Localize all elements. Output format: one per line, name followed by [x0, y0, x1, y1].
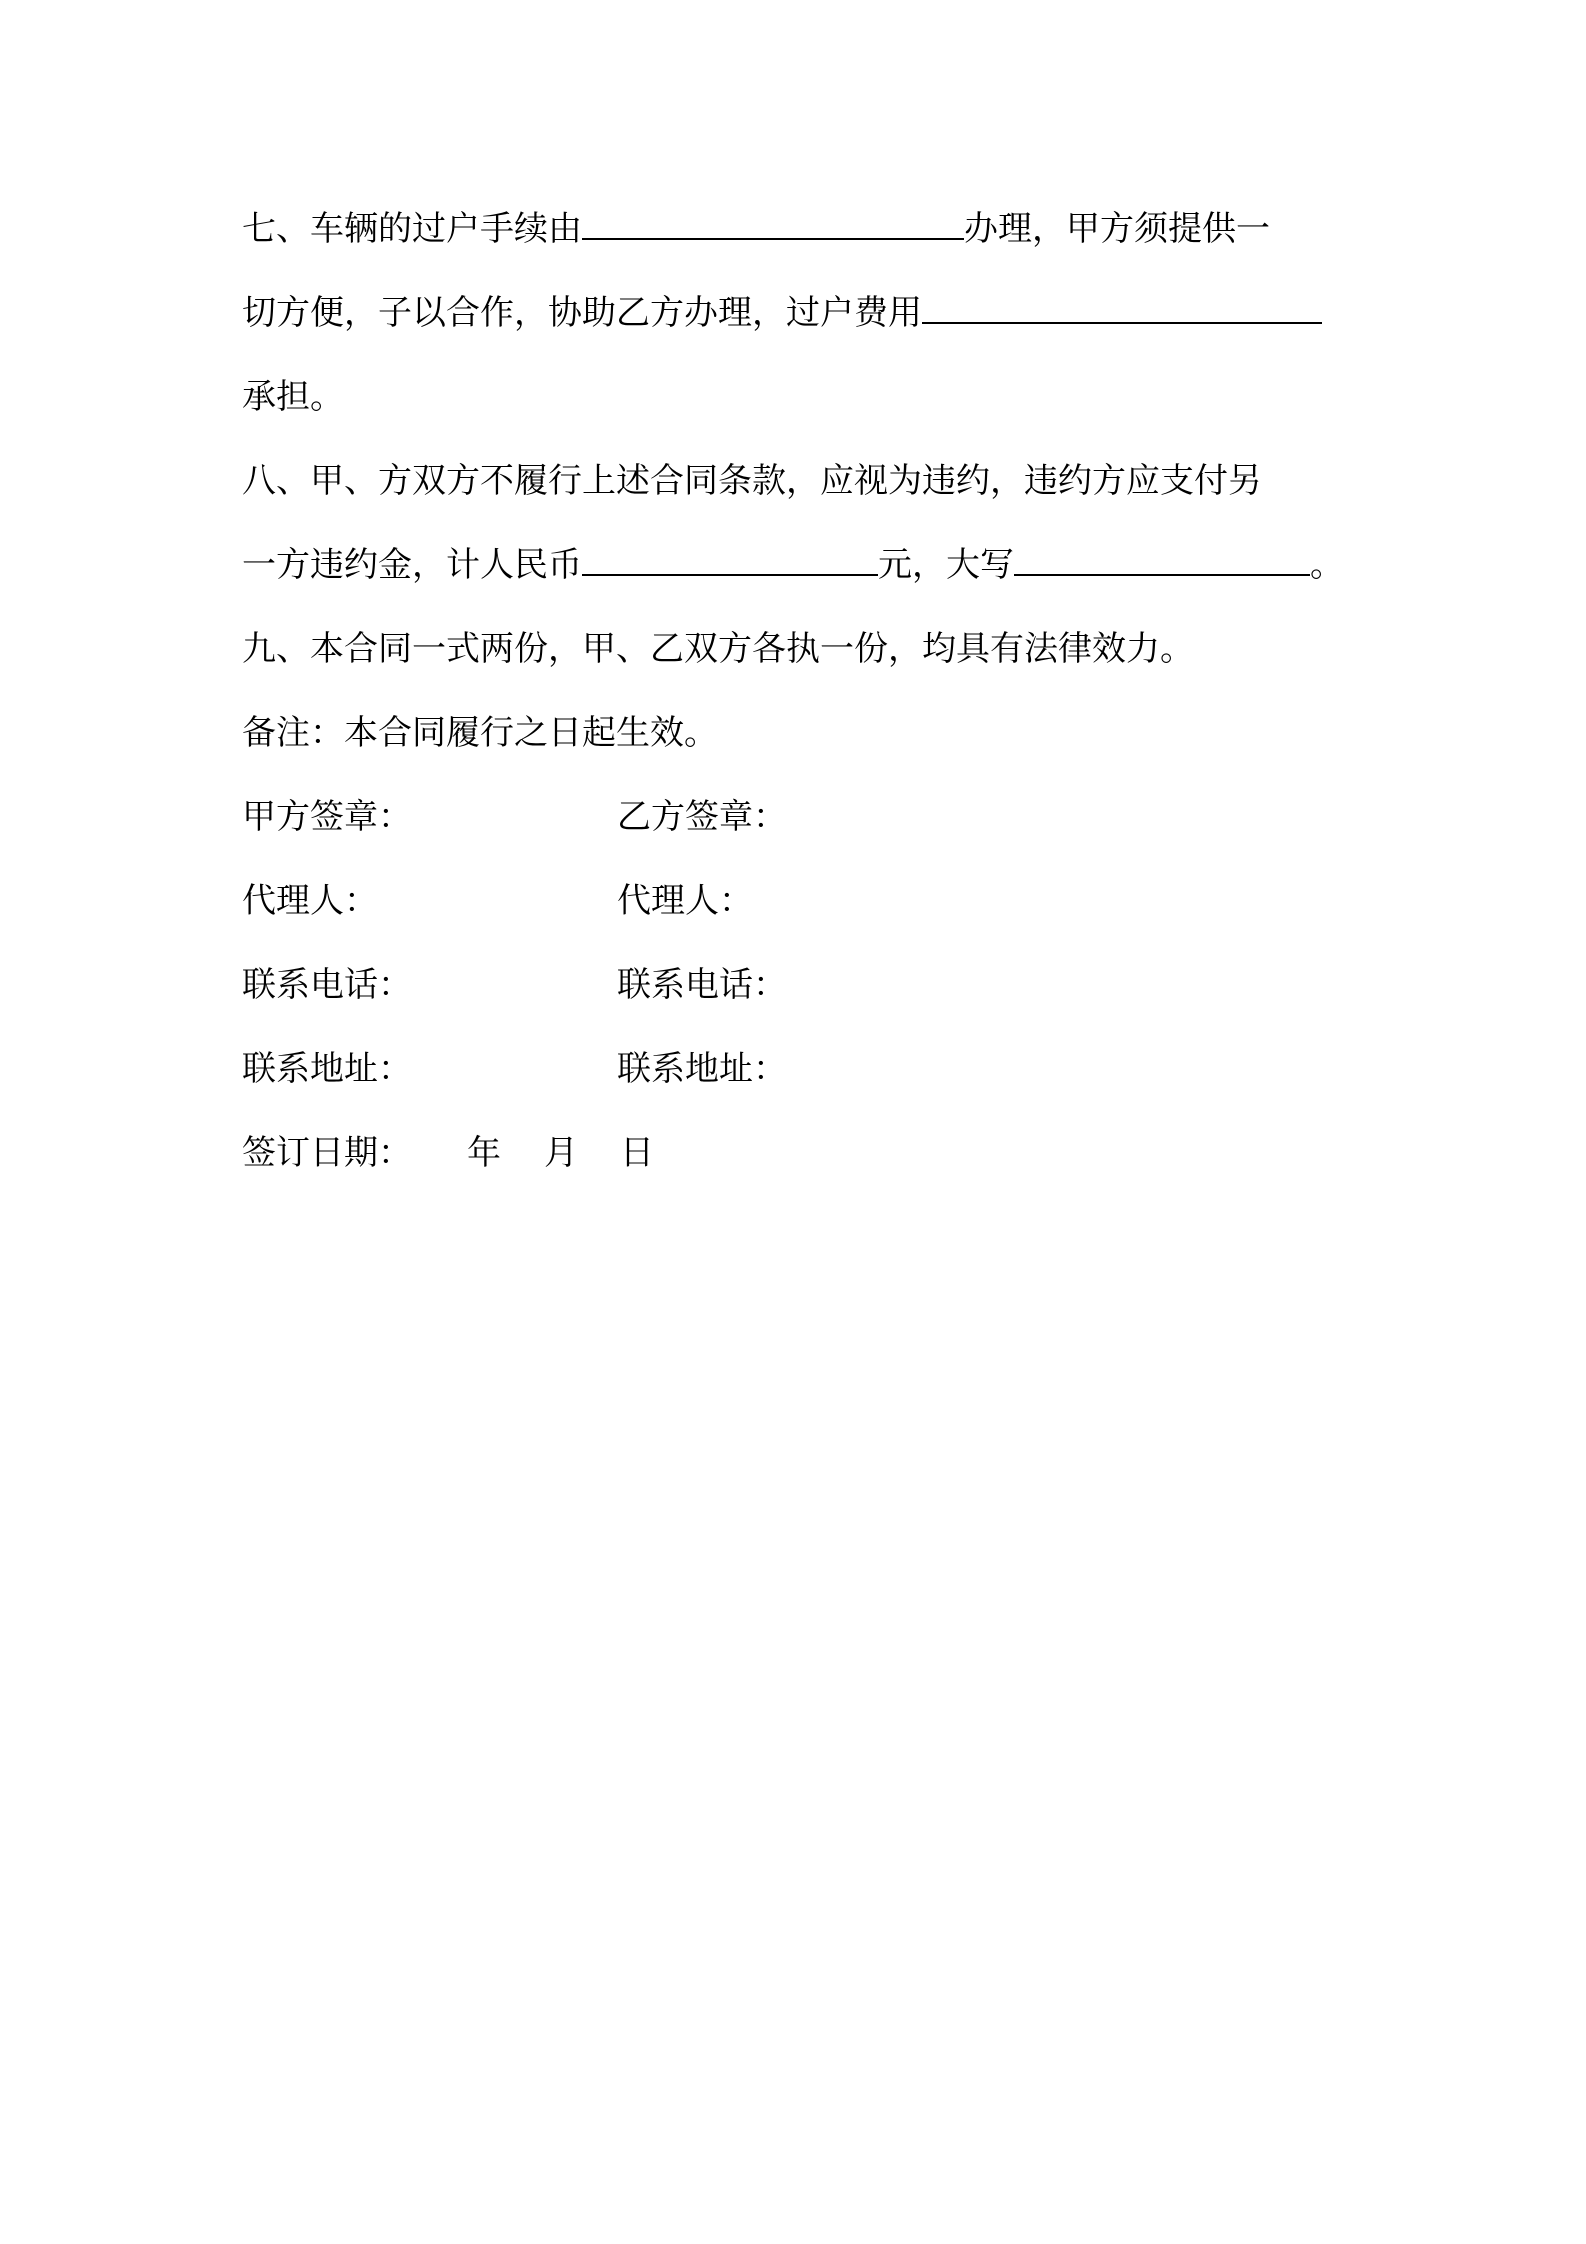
party-b-agent-label: 代理人：: [617, 881, 753, 921]
signing-date-row: [242, 1122, 1352, 1206]
party-a-agent-label: 代理人：: [242, 881, 378, 921]
party-b-address-label: 联系地址：: [617, 1049, 787, 1089]
transfer-handler-blank: [582, 198, 964, 240]
clause-8-text-end: 。: [1310, 545, 1344, 585]
clause-7-text-cont: 办理，甲方须提供一: [964, 209, 1270, 249]
clause-7-text-cont-2: 切方便，子以合作，协助乙方办理，过户费用: [242, 293, 922, 333]
clause-9-line: [242, 618, 1352, 702]
party-a-address-label: 联系地址：: [242, 1049, 412, 1089]
signing-date-label: 签订日期：: [242, 1133, 412, 1173]
clause-8-text: 八、甲、方双方不履行上述合同条款，应视为违约，违约方应支付另: [242, 461, 1262, 501]
transfer-fee-payer-blank: [922, 282, 1322, 324]
penalty-amount-words-blank: [1014, 534, 1310, 576]
date-day-label: 日: [620, 1133, 654, 1173]
party-b-signature-label: 乙方签章：: [617, 797, 787, 837]
clause-7-line-3: [242, 366, 1352, 450]
agent-row: [242, 870, 1352, 954]
clause-8-text-cont: 一方违约金，计人民币: [242, 545, 582, 585]
phone-row: [242, 954, 1352, 1038]
party-a-phone-label: 联系电话：: [242, 965, 412, 1005]
clause-8-text-cont-2: 元，大写: [878, 545, 1014, 585]
clause-8-line-2: [242, 534, 1352, 618]
clause-7-text: 七、车辆的过户手续由: [242, 209, 582, 249]
clause-8-line-1: [242, 450, 1352, 534]
party-a-signature-label: 甲方签章：: [242, 797, 412, 837]
clause-7-text-end: 承担。: [242, 377, 344, 417]
party-b-phone-label: 联系电话：: [617, 965, 787, 1005]
date-month-label: 月: [544, 1133, 578, 1173]
address-row: [242, 1038, 1352, 1122]
date-year-label: 年: [467, 1133, 501, 1173]
penalty-amount-blank: [582, 534, 878, 576]
clause-7-line-2: [242, 282, 1352, 366]
note-line: [242, 702, 1352, 786]
note-text: 备注：本合同履行之日起生效。: [242, 713, 718, 753]
signature-row: [242, 786, 1352, 870]
clause-7-line-1: [242, 198, 1352, 282]
contract-body: [242, 198, 1352, 1206]
clause-9-text: 九、本合同一式两份，甲、乙双方各执一份，均具有法律效力。: [242, 629, 1194, 669]
